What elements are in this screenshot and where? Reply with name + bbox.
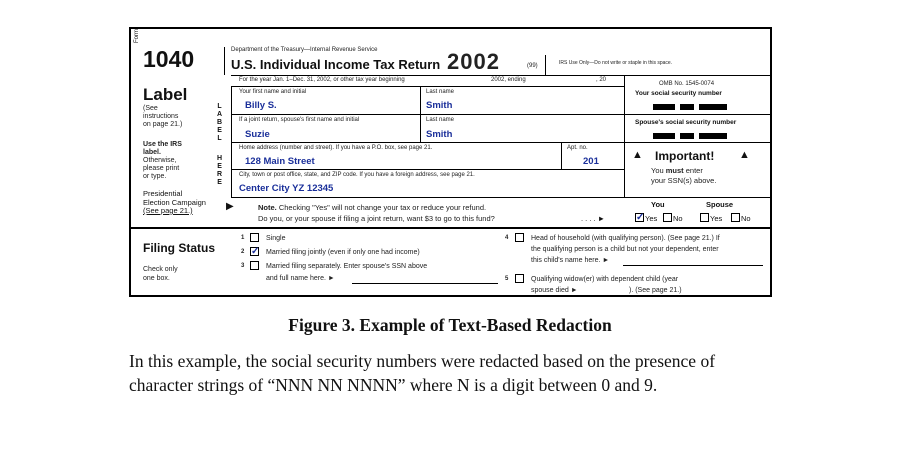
- apt-value: 201: [583, 156, 599, 167]
- filing-widow-line1: Qualifying widow(er) with dependent child (year: [531, 276, 679, 283]
- tax-year-twenty: , 20: [596, 77, 607, 83]
- spouse-ssn-label: Spouse's social security number: [635, 119, 737, 126]
- filing-widow-line2: spouse died ►: [531, 287, 578, 294]
- last-name-value: Smith: [426, 100, 453, 111]
- campaign-question: Do you, or your spouse if filing a joint return, want $3 to go to this fund?: [258, 214, 495, 223]
- you-yes-label: Yes: [645, 214, 658, 223]
- filing-opt4-num: 4: [505, 235, 509, 241]
- department-text: Department of the Treasury—Internal Revenue Service: [231, 47, 378, 53]
- label-title: Label: [143, 85, 188, 104]
- ssn-redaction-2: [680, 104, 694, 110]
- filing-opt1-num: 1: [241, 235, 245, 241]
- filing-joint-checkbox[interactable]: ✓: [251, 246, 260, 257]
- tax-year-ending: 2002, ending: [491, 77, 526, 83]
- body-paragraph: In this example, the social security numbers were redacted based on the presence of character strings of “NNN NN NNNN” where N is a digit between 0 and 9.: [129, 351, 716, 395]
- last-name-label: Last name: [426, 89, 455, 95]
- filing-single-label: Single: [266, 235, 286, 242]
- apt-label: Apt. no.: [567, 145, 588, 151]
- tax-form-image: [129, 27, 772, 297]
- first-name-value: Billy S.: [245, 100, 277, 111]
- filing-opt3-num: 3: [241, 263, 245, 269]
- spouse-last-value: Smith: [426, 129, 453, 140]
- filing-separate-label: Married filing separately. Enter spouse's SSN above: [266, 263, 428, 270]
- you-no-label: No: [673, 214, 683, 223]
- important-title: Important!: [655, 149, 715, 163]
- ssn-redaction-3: [699, 104, 727, 110]
- spouse-yes-checkbox[interactable]: [700, 213, 709, 222]
- triangle-left-icon: ▲: [632, 149, 643, 161]
- filing-separate-checkbox[interactable]: [250, 261, 259, 270]
- you-yes-checkbox[interactable]: ✓: [636, 212, 645, 223]
- city-label: City, town or post office, state, and ZIP code. If you have a foreign address, see page 21.: [239, 172, 475, 178]
- form-number: 1040: [143, 46, 195, 72]
- filing-opt2-num: 2: [241, 249, 245, 255]
- vertical-label-text: L A B E L: [217, 103, 223, 142]
- label-instructions: (See instructions on page 21.): [143, 105, 183, 128]
- filing-check-note: Check only one box.: [143, 266, 178, 282]
- spouse-ssn-redaction-3: [699, 133, 727, 139]
- first-name-label: Your first name and initial: [239, 89, 307, 95]
- omb-number: OMB No. 1545-0074: [659, 81, 715, 87]
- ssn-redaction-1: [653, 104, 675, 110]
- address-value: 128 Main Street: [245, 156, 315, 167]
- filing-widow-line3: ). (See page 21.): [629, 287, 682, 294]
- campaign-label: Presidential Election Campaign (See page 21.): [143, 189, 206, 215]
- filing-single-checkbox[interactable]: [250, 233, 259, 242]
- spouse-label: Spouse: [706, 200, 734, 209]
- city-value: Center City YZ 12345: [239, 183, 334, 194]
- campaign-note: Note. Checking "Yes" will not change your tax or reduce your refund.: [258, 203, 487, 212]
- form-title: U.S. Individual Income Tax Return: [231, 57, 441, 72]
- filing-status-title: Filing Status: [143, 241, 215, 255]
- address-label: Home address (number and street). If you have a P.O. box, see page 21.: [239, 145, 433, 151]
- irs-use-text: IRS Use Only—Do not write or staple in this space.: [559, 60, 673, 66]
- filing-joint-label: Married filing jointly (even if only one had income): [266, 249, 420, 256]
- filing-widow-checkbox[interactable]: [515, 274, 524, 283]
- important-line2: your SSN(s) above.: [651, 176, 717, 185]
- spouse-last-label: Last name: [426, 117, 455, 123]
- figure-caption: Figure 3. Example of Text-Based Redaction: [288, 315, 612, 335]
- campaign-dots: . . . . ►: [581, 214, 606, 223]
- ssn-label: Your social security number: [635, 90, 722, 97]
- filing-head-checkbox[interactable]: [515, 233, 524, 242]
- filing-separate-name-label: and full name here. ►: [266, 275, 335, 282]
- important-line1: You must enter: [651, 166, 703, 175]
- filing-head-line3: this child's name here. ►: [531, 257, 610, 264]
- triangle-right-icon: ▲: [739, 149, 750, 161]
- you-label: You: [651, 200, 665, 209]
- you-no-checkbox[interactable]: [663, 213, 672, 222]
- spouse-yes-label: Yes: [710, 214, 723, 223]
- form-year: 2002: [447, 49, 500, 74]
- spouse-no-label: No: [741, 214, 751, 223]
- spouse-ssn-redaction-2: [680, 133, 694, 139]
- spouse-no-checkbox[interactable]: [731, 213, 740, 222]
- form-code: (99): [527, 63, 538, 69]
- tax-year-line: For the year Jan. 1–Dec. 31, 2002, or other tax year beginning: [239, 77, 405, 83]
- filing-head-line2: the qualifying person is a child but not your dependent, enter: [531, 246, 719, 253]
- spouse-ssn-redaction-1: [653, 133, 675, 139]
- form-word: Form: [134, 29, 140, 43]
- spouse-name-label: If a joint return, spouse's first name and initial: [239, 117, 360, 123]
- vertical-here-text: H E R E: [217, 155, 223, 186]
- spouse-first-value: Suzie: [245, 129, 270, 140]
- filing-opt5-num: 5: [505, 276, 509, 282]
- use-irs-label-text: Use the IRS label. Otherwise, please print or type.: [143, 141, 182, 180]
- campaign-arrow-icon: ▶: [226, 201, 234, 212]
- filing-head-line1: Head of household (with qualifying person). (See page 21.) If: [531, 235, 720, 242]
